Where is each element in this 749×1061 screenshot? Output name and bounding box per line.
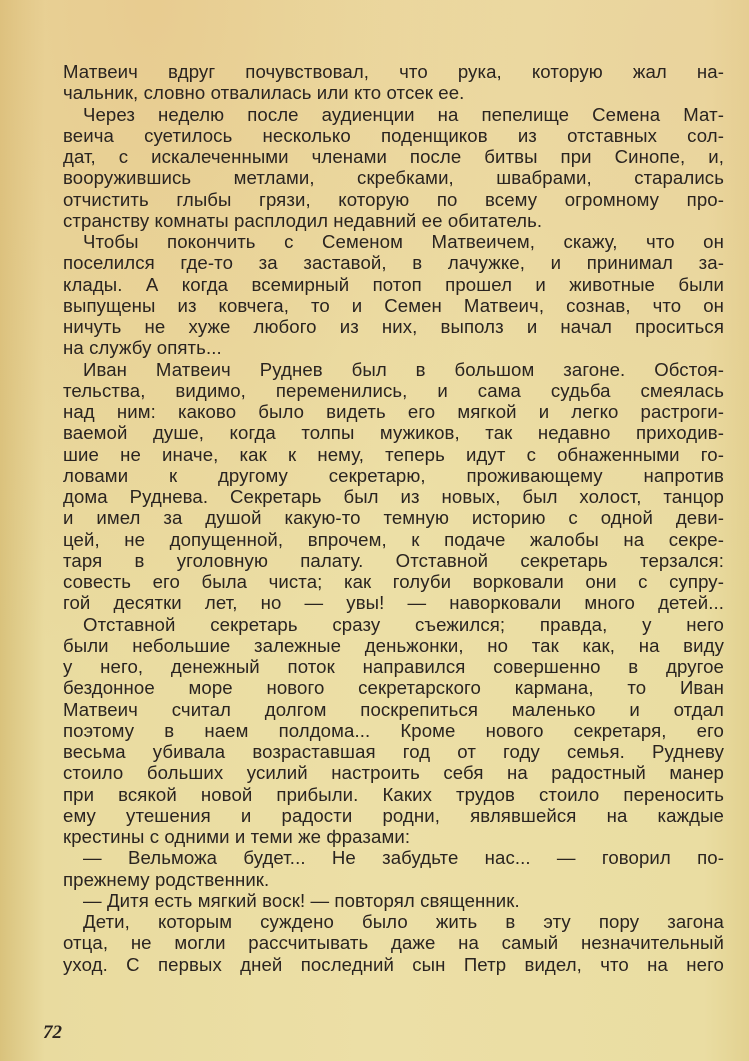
text-line: Чтобы покончить с Семеном Матвеичем, скажу, что он bbox=[83, 231, 724, 252]
text-line: ваемой душе, когда толпы мужиков, так недавно приходив- bbox=[63, 422, 724, 444]
text-line: клады. А когда всемирный потоп прошел и животные были bbox=[63, 273, 724, 295]
text-line: Дети, которым суждено было жить в эту пору загона bbox=[83, 911, 724, 932]
text-line: весьма убивала возраставшая год от году семья. Рудневу bbox=[63, 741, 724, 762]
text-line: ничуть не хуже любого из них, выполз и начал проситься bbox=[63, 316, 724, 337]
text-line: поэтому в наем полдома... Кроме нового секретаря, его bbox=[63, 719, 724, 741]
text-line: выпущены из ковчега, то и Семен Матвеич, сознав, что он bbox=[63, 294, 724, 316]
text-line: вооружившись метлами, скребками, швабрами, старались bbox=[63, 167, 724, 189]
text-line: гой десятки лет, но — увы! — наворковали много детей... bbox=[63, 592, 724, 614]
text-line: стоило больших усилий настроить себя на радостный манер bbox=[63, 762, 724, 784]
text-line: цей, не допущенной, впрочем, к подаче жалобы на секре- bbox=[63, 528, 724, 550]
text-line: отца, не могли рассчитывать даже на самый незначительный bbox=[63, 932, 724, 954]
book-page-text bbox=[63, 61, 724, 975]
text-line: тельства, видимо, переменились, и сама судьба смеялась bbox=[63, 379, 724, 401]
text-line: на службу опять... bbox=[63, 337, 222, 359]
text-line: у него, денежный поток направился совершенно в другое bbox=[63, 656, 724, 677]
text-line: чальник, словно отвалилась или кто отсек ее. bbox=[63, 82, 465, 104]
text-line: Иван Матвеич Руднев был в большом загоне. Обстоя- bbox=[83, 358, 724, 380]
text-line: отчистить глыбы грязи, которую по всему огромному про- bbox=[63, 188, 724, 210]
text-line: крестины с одними и теми же фразами: bbox=[63, 826, 411, 847]
text-line: странству комнаты расплодил недавний ее обитатель. bbox=[63, 209, 543, 231]
text-line: над ним: каково было видеть его мягкой и легко растроги- bbox=[63, 401, 724, 422]
text-line: бездонное море нового секретарского кармана, то Иван bbox=[63, 677, 724, 699]
text-line: — Вельможа будет... Не забудьте нас... — говорил по- bbox=[83, 847, 724, 869]
text-line: были небольшие залежные деньжонки, но так как, на виду bbox=[63, 634, 724, 656]
text-line: дат, с искалеченными членами после битвы при Синопе, и, bbox=[63, 146, 724, 167]
text-line: ему утешения и радости родни, являвшейся на каждые bbox=[63, 804, 724, 826]
text-line: и имел за душой какую-то темную историю с одной деви- bbox=[63, 507, 724, 529]
text-line: — Дитя есть мягкий воск! — повторял священник. bbox=[83, 889, 520, 911]
text-line: веича суетилось несколько поденщиков из отставных сол- bbox=[63, 124, 724, 146]
text-line: уход. С первых дней последний сын Петр видел, что на него bbox=[63, 953, 724, 975]
text-line: поселился где-то за заставой, в лачужке, и принимал за- bbox=[63, 252, 724, 274]
text-line: дома Руднева. Секретарь был из новых, был холост, танцор bbox=[63, 486, 724, 507]
text-line: прежнему родственник. bbox=[63, 868, 270, 890]
text-line: Через неделю после аудиенции на пепелище Семена Мат- bbox=[83, 103, 724, 125]
text-line: таря в уголовную палату. Отставной секретарь терзался: bbox=[63, 549, 724, 571]
page-number: 72 bbox=[43, 1022, 62, 1043]
text-line: шие не иначе, как к нему, теперь идут с обнаженными го- bbox=[63, 443, 724, 465]
text-line: совесть его была чиста; как голуби ворковали они с супру- bbox=[63, 571, 724, 592]
text-line: Отставной секретарь сразу съежился; правда, у него bbox=[83, 613, 724, 635]
text-line: Матвеич вдруг почувствовал, что рука, которую жал на- bbox=[63, 61, 724, 82]
text-line: ловами к другому секретарю, проживающему напротив bbox=[63, 464, 724, 486]
text-line: при всякой новой прибыли. Каких трудов стоило переносить bbox=[63, 783, 724, 805]
text-line: Матвеич считал долгом поскрепиться маленько и отдал bbox=[63, 698, 724, 720]
